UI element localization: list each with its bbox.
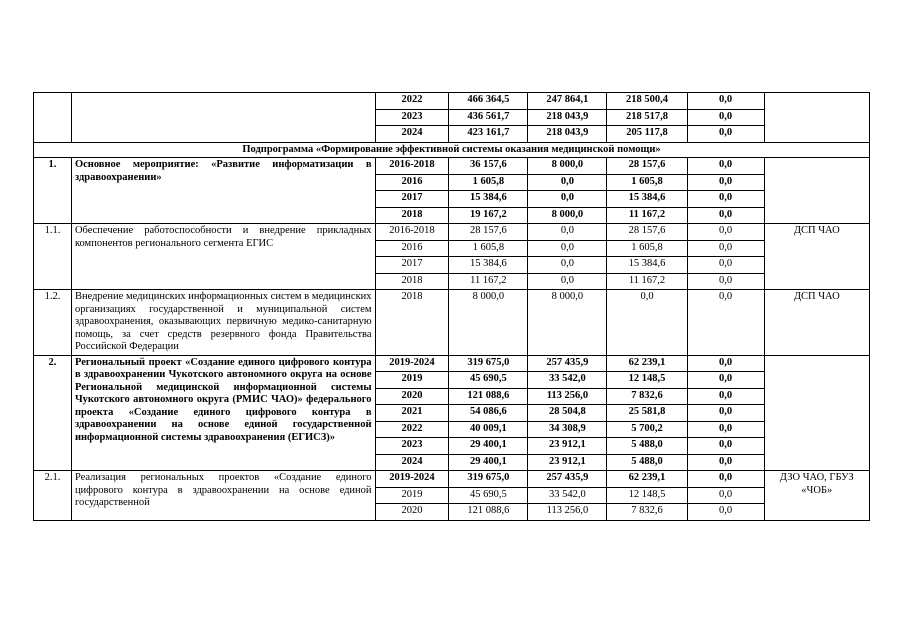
- cell-fed: 0,0: [528, 273, 607, 290]
- cell-other: 0,0: [687, 257, 764, 274]
- cell-year: 2020: [375, 504, 449, 521]
- item-description: Внедрение медицинских информационных систем в медицинских организациях государственной и муниципальной систем здравоохранения, оказывающих первичную медико-санитарную помощь, за счет средств резервного фонда Правительства Российской Федерации: [71, 290, 375, 356]
- cell-total: 40 009,1: [449, 421, 528, 438]
- cell-reg: 62 239,1: [607, 355, 687, 372]
- cell-fed: 33 542,0: [528, 372, 607, 389]
- cell-fed: 113 256,0: [528, 504, 607, 521]
- cell-fed: 0,0: [528, 257, 607, 274]
- cell-year: 2024: [375, 454, 449, 471]
- cell-other: 0,0: [687, 405, 764, 422]
- cell-fed: 0,0: [528, 174, 607, 191]
- cell-fed: 8 000,0: [528, 290, 607, 356]
- cell-reg: 7 832,6: [607, 388, 687, 405]
- cell-year: 2020: [375, 388, 449, 405]
- cell-other: 0,0: [687, 207, 764, 224]
- subprogram-title: Подпрограмма «Формирование эффективной системы оказания медицинской помощи»: [34, 142, 870, 158]
- cell-other: 0,0: [687, 290, 764, 356]
- cell-year: 2016-2018: [375, 158, 449, 175]
- item-description: Реализация региональных проектов «Создание единого цифрового контура в здравоохранении на основе единой государственной: [71, 471, 375, 521]
- cell-other: 0,0: [687, 126, 764, 143]
- cell-fed: 8 000,0: [528, 207, 607, 224]
- cell-year: 2019-2024: [375, 355, 449, 372]
- cell-other: 0,0: [687, 191, 764, 208]
- cell-reg: 218 517,8: [607, 109, 687, 126]
- cell-reg: 5 488,0: [607, 438, 687, 455]
- cell-fed: 8 000,0: [528, 158, 607, 175]
- item-number: 2.1.: [34, 471, 72, 521]
- cell-year: 2023: [375, 109, 449, 126]
- cell-fed: 0,0: [528, 224, 607, 241]
- cell-year: 2023: [375, 438, 449, 455]
- cell-year: 2016-2018: [375, 224, 449, 241]
- cell-reg: 12 148,5: [607, 487, 687, 504]
- cell-fed: 34 308,9: [528, 421, 607, 438]
- item-executor: ДСП ЧАО: [764, 290, 869, 356]
- cell-year: 2024: [375, 126, 449, 143]
- item-number: 1.: [34, 158, 72, 224]
- cell-reg: 218 500,4: [607, 93, 687, 110]
- cell-other: 0,0: [687, 224, 764, 241]
- item-number: 1.2.: [34, 290, 72, 356]
- cell-year: 2017: [375, 257, 449, 274]
- cell-year: 2019-2024: [375, 471, 449, 488]
- cell-total: 8 000,0: [449, 290, 528, 356]
- item-executor: [764, 355, 869, 471]
- cell-year: 2018: [375, 207, 449, 224]
- cell-year: 2018: [375, 273, 449, 290]
- cell-reg: 11 167,2: [607, 273, 687, 290]
- cell-reg: 15 384,6: [607, 191, 687, 208]
- cell-org: [764, 93, 869, 143]
- cell-other: 0,0: [687, 471, 764, 488]
- item-executor: ДЗО ЧАО, ГБУЗ «ЧОБ»: [764, 471, 869, 521]
- cell-fed: 23 912,1: [528, 454, 607, 471]
- cell-other: 0,0: [687, 355, 764, 372]
- cell-total: 45 690,5: [449, 372, 528, 389]
- cell-text: [71, 93, 375, 143]
- cell-reg: 15 384,6: [607, 257, 687, 274]
- cell-fed: 33 542,0: [528, 487, 607, 504]
- cell-reg: 28 157,6: [607, 158, 687, 175]
- cell-fed: 0,0: [528, 240, 607, 257]
- item-description: Основное мероприятие: «Развитие информатизации в здравоохранении»: [71, 158, 375, 224]
- cell-total: 45 690,5: [449, 487, 528, 504]
- cell-total: 28 157,6: [449, 224, 528, 241]
- cell-fed: 0,0: [528, 191, 607, 208]
- cell-reg: 7 832,6: [607, 504, 687, 521]
- cell-other: 0,0: [687, 421, 764, 438]
- table-row: [34, 355, 870, 372]
- cell-reg: 0,0: [607, 290, 687, 356]
- cell-year: 2016: [375, 240, 449, 257]
- cell-other: 0,0: [687, 240, 764, 257]
- cell-year: 2019: [375, 487, 449, 504]
- cell-total: 1 605,8: [449, 174, 528, 191]
- cell-total: 29 400,1: [449, 454, 528, 471]
- cell-year: 2019: [375, 372, 449, 389]
- cell-reg: 5 488,0: [607, 454, 687, 471]
- cell-other: 0,0: [687, 487, 764, 504]
- cell-other: 0,0: [687, 158, 764, 175]
- cell-total: 36 157,6: [449, 158, 528, 175]
- cell-reg: 12 148,5: [607, 372, 687, 389]
- cell-total: 15 384,6: [449, 257, 528, 274]
- cell-reg: 62 239,1: [607, 471, 687, 488]
- subprogram-row: [34, 142, 870, 158]
- cell-fed: 28 504,8: [528, 405, 607, 422]
- cell-total: 436 561,7: [449, 109, 528, 126]
- cell-reg: 1 605,8: [607, 240, 687, 257]
- cell-total: 121 088,6: [449, 504, 528, 521]
- cell-total: 15 384,6: [449, 191, 528, 208]
- cell-total: 29 400,1: [449, 438, 528, 455]
- cell-reg: 11 167,2: [607, 207, 687, 224]
- cell-other: 0,0: [687, 174, 764, 191]
- cell-other: 0,0: [687, 372, 764, 389]
- cell-total: 11 167,2: [449, 273, 528, 290]
- cell-fed: 113 256,0: [528, 388, 607, 405]
- budget-table: [33, 92, 870, 521]
- item-number: 2.: [34, 355, 72, 471]
- cell-fed: 257 435,9: [528, 355, 607, 372]
- cell-year: 2021: [375, 405, 449, 422]
- cell-year: 2022: [375, 421, 449, 438]
- cell-other: 0,0: [687, 388, 764, 405]
- cell-reg: 25 581,8: [607, 405, 687, 422]
- item-executor: ДСП ЧАО: [764, 224, 869, 290]
- cell-reg: 1 605,8: [607, 174, 687, 191]
- cell-total: 319 675,0: [449, 355, 528, 372]
- cell-fed: 23 912,1: [528, 438, 607, 455]
- cell-fed: 218 043,9: [528, 126, 607, 143]
- cell-year: 2017: [375, 191, 449, 208]
- cell-num: [34, 93, 72, 143]
- item-executor: [764, 158, 869, 224]
- cell-fed: 257 435,9: [528, 471, 607, 488]
- cell-other: 0,0: [687, 454, 764, 471]
- cell-fed: 218 043,9: [528, 109, 607, 126]
- cell-fed: 247 864,1: [528, 93, 607, 110]
- cell-other: 0,0: [687, 273, 764, 290]
- table-row: [34, 224, 870, 241]
- cell-total: 423 161,7: [449, 126, 528, 143]
- cell-year: 2016: [375, 174, 449, 191]
- cell-year: 2018: [375, 290, 449, 356]
- table-body: [34, 93, 870, 521]
- cell-other: 0,0: [687, 93, 764, 110]
- cell-total: 121 088,6: [449, 388, 528, 405]
- table-row: [34, 93, 870, 110]
- cell-reg: 5 700,2: [607, 421, 687, 438]
- cell-other: 0,0: [687, 109, 764, 126]
- cell-reg: 205 117,8: [607, 126, 687, 143]
- item-description: Региональный проект «Создание единого цифрового контура в здравоохранении Чукотского автономного округа на основе Региональной медицинской информационной системы Чукотского автономного округа (РМИС ЧАО)» федерального проекта «Создание единого цифрового контура в здравоохранении на основе единой государственной информационной системы здравоохранения (ЕГИСЗ)»: [71, 355, 375, 471]
- cell-total: 466 364,5: [449, 93, 528, 110]
- item-description: Обеспечение работоспособности и внедрение прикладных компонентов регионального сегмента ЕГИС: [71, 224, 375, 290]
- cell-total: 1 605,8: [449, 240, 528, 257]
- cell-total: 319 675,0: [449, 471, 528, 488]
- cell-total: 54 086,6: [449, 405, 528, 422]
- table-row: [34, 158, 870, 175]
- table-row: [34, 471, 870, 488]
- table-row: [34, 290, 870, 356]
- cell-other: 0,0: [687, 438, 764, 455]
- cell-total: 19 167,2: [449, 207, 528, 224]
- cell-reg: 28 157,6: [607, 224, 687, 241]
- item-number: 1.1.: [34, 224, 72, 290]
- cell-year: 2022: [375, 93, 449, 110]
- cell-other: 0,0: [687, 504, 764, 521]
